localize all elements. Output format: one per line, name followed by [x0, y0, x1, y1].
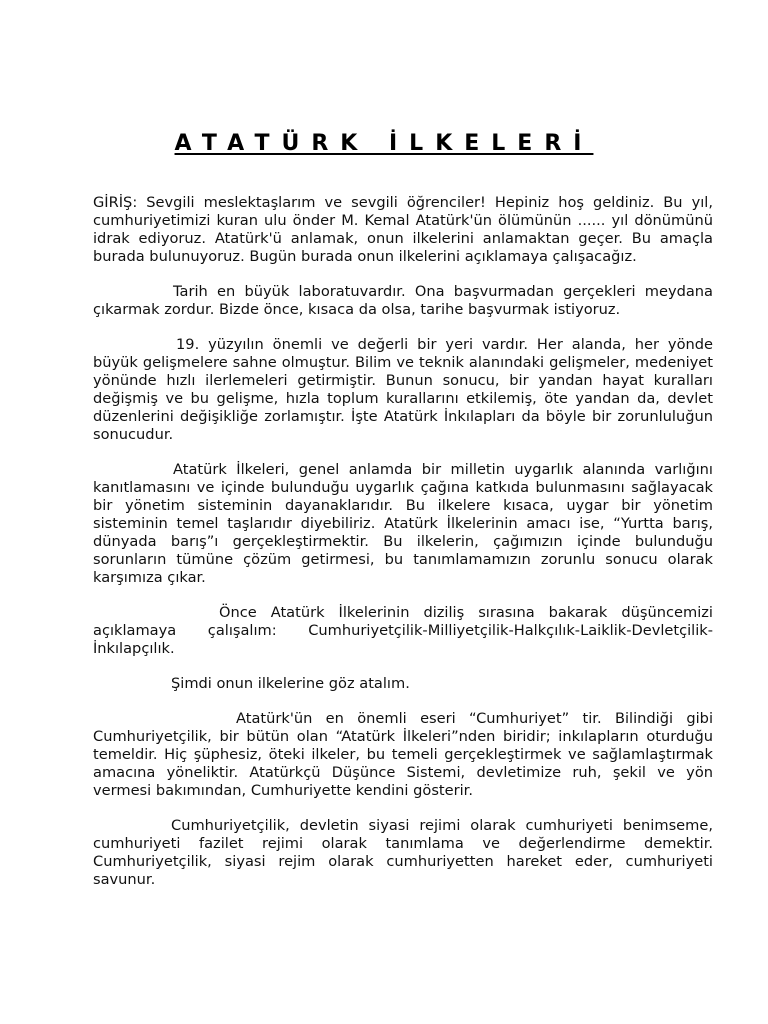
paragraph-19th-century: 19. yüzyılın önemli ve değerli bir yeri vardır. Her alanda, her yönde büyük gelişmelere sahne olmuştur. Bilim ve teknik alanındaki gelişmeler, medeniyet yönünde hızlı ilerlemeleri getirmiştir. Bunun sonucu, bir yandan hayat kuralları değişmiş ve bu gelişme, hızla toplum kurallarını etkilemiş, öte yandan da, devlet düzenlerini değişikliğe zorlamıştır. İşte Atatürk İnkılapları da böyle bir zorunluluğun sonucudur.: [93, 336, 713, 443]
paragraph-history: Tarih en büyük laboratuvardır. Ona başvurmadan gerçekleri meydana çıkarmak zordur. Bizde önce, kısaca da olsa, tarihe başvurmak istiyoruz.: [93, 283, 713, 318]
document-body: [93, 194, 713, 889]
paragraph-republic: Atatürk'ün en önemli eseri “Cumhuriyet” tir. Bilindiği gibi Cumhuriyetçilik, bir bütün olan “Atatürk İlkeleri”nden biridir; inkılapların oturduğu temeldir. Hiç şüphesiz, öteki ilkeler, bu temeli gerçekleştirmek ve sağlamlaştırmak amacına yöneliktir. Atatürkçü Düşünce Sistemi, devletimize ruh, şekil ve yön vermesi bakımından, Cumhuriyette kendini gösterir.: [93, 710, 713, 799]
paragraph-look-at-principles: Şimdi onun ilkelerine göz atalım.: [171, 675, 410, 692]
document-title: ATATÜRK İLKELERİ: [174, 131, 594, 156]
paragraph-intro: GİRİŞ: Sevgili meslektaşlarım ve sevgili öğrenciler! Hepiniz hoş geldiniz. Bu yıl, cumhuriyetimizi kuran ulu önder M. Kemal Atatürk'ün ölümünün ...... yıl dönümünü idrak ediyoruz. Atatürk'ü anlamak, onun ilkelerini anlamaktan geçer. Bu amaçla burada bulunuyoruz. Bugün burada onun ilkelerini açıklamaya çalışacağız.: [93, 194, 713, 265]
paragraph-principles-definition: Atatürk İlkeleri, genel anlamda bir milletin uygarlık alanında varlığını kanıtlamasını ve içinde bulunduğu uygarlık çağına katkıda bulunmasını sağlayacak bir yönetim sisteminin dayanaklarıdır. Bu ilkelere kısaca, uygar bir yönetim sisteminin temel taşlarıdır diyebiliriz. Atatürk İlkelerinin amacı ise, “Yurtta barış, dünyada barış”ı gerçekleştirmektir. Bu ilkelerin, çağımızın içinde bulunduğu sorunların tümüne çözüm getirmesi, bu tanımlamamızın zorunlu sonucu olarak karşımıza çıkar.: [93, 461, 713, 586]
paragraph-principles-order: Önce Atatürk İlkelerinin diziliş sırasına bakarak düşüncemizi açıklamaya çalışalım: Cumhuriyetçilik-Milliyetçilik-Halkçılık-Laiklik-Devletçilik-İnkılapçılık.: [93, 604, 713, 657]
paragraph-republicanism: Cumhuriyetçilik, devletin siyasi rejimi olarak cumhuriyeti benimseme, cumhuriyeti fazilet rejimi olarak tanımlama ve değerlendirme demektir. Cumhuriyetçilik, siyasi rejim olarak cumhuriyetten hareket eder, cumhuriyeti savunur.: [93, 817, 713, 888]
